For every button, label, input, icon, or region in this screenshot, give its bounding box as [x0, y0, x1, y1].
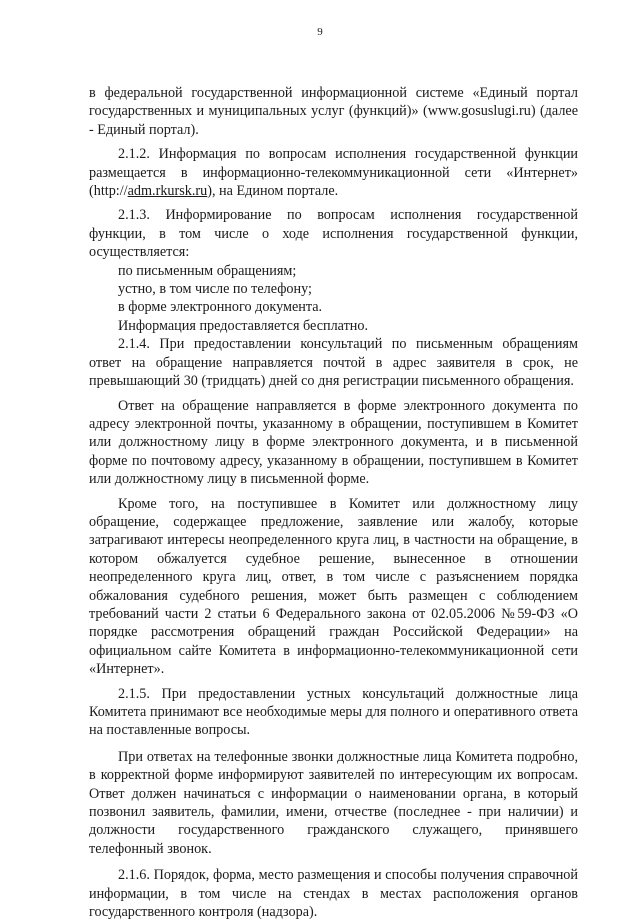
paragraph-2-1-2-text: 2.1.2. Информация по вопросам исполнения государственной функции размещается в информационно-телекоммуникационной сети «Интернет» (http://	[89, 146, 578, 200]
list-item: в форме электронного документа.	[118, 299, 323, 316]
paragraph-2-1-2	[89, 145, 578, 200]
paragraph-electronic-answer: Ответ на обращение направляется в форме электронного документа по адресу электронной почты, указанному в обращении, поступившем в Комитет или должностному лицу в форме электронного документа, и в письменной форме по почтовому адресу, указанному в обращении, поступившем в Комитет или должностному лицу в письменной форме.	[89, 397, 578, 488]
paragraph-2-1-2-tail: ), на Едином портале.	[207, 183, 339, 200]
list-item: по письменным обращениям;	[118, 262, 297, 279]
paragraph-phone-calls: При ответах на телефонные звонки должностные лица Комитета подробно, в корректной форме информируют заявителей по интересующим их вопросам. Ответ должен начинаться с информации о наименовании органа, в который позвонил заявитель, фамилии, имени, отчестве (последнее - при наличии) и должности государственного гражданского служащего, принявшего телефонный звонок.	[89, 748, 578, 857]
paragraph-gosuslugi: в федеральной государственной информационной системе «Единый портал государственных и муниципальных услуг (функций)» (www.gosuslugi.ru) (далее - Единый портал).	[89, 85, 578, 138]
page-number: 9	[317, 26, 323, 38]
paragraph-2-1-3: 2.1.3. Информирование по вопросам исполнения государственной функции, в том числе о ходе исполнения государственной функции, осуществляется:	[89, 207, 578, 261]
paragraph-free-info: Информация предоставляется бесплатно.	[118, 317, 369, 334]
adm-rkursk-link[interactable]: adm.rkursk.ru	[127, 183, 208, 200]
paragraph-2-1-5: 2.1.5. При предоставлении устных консультаций должностные лица Комитета принимают все необходимые меры для полного и оперативного ответа на поставленные вопросы.	[89, 685, 578, 739]
paragraph-2-1-4: 2.1.4. При предоставлении консультаций по письменным обращениям ответ на обращение направляется почтой в адрес заявителя в срок, не превышающий 30 (тридцать) дней со дня регистрации письменного обращения.	[89, 336, 578, 390]
list-item: устно, в том числе по телефону;	[118, 281, 312, 298]
paragraph-2-1-6: 2.1.6. Порядок, форма, место размещения и способы получения справочной информации, в том числе на стендах в местах расположения органов государственного контроля (надзора).	[89, 867, 578, 921]
document-body	[89, 84, 578, 921]
paragraph-indefinite-persons: Кроме того, на поступившее в Комитет или должностному лицу обращение, содержащее предложение, заявление или жалобу, которые затрагивают интересы неопределенного круга лиц, в частности на обращение, в котором обжалуется судебное решение, вынесенное в отношении неопределенного круга лиц, ответ, в том числе с разъяснением порядка обжалования судебного решения, может быть размещен с соблюдением требований части 2 статьи 6 Федерального закона от 02.05.2006 №59-ФЗ «О порядке рассмотрения обращений граждан Российской Федерации» на официальном сайте Комитета в информационно-телекоммуникационной сети «Интернет».	[89, 495, 578, 678]
